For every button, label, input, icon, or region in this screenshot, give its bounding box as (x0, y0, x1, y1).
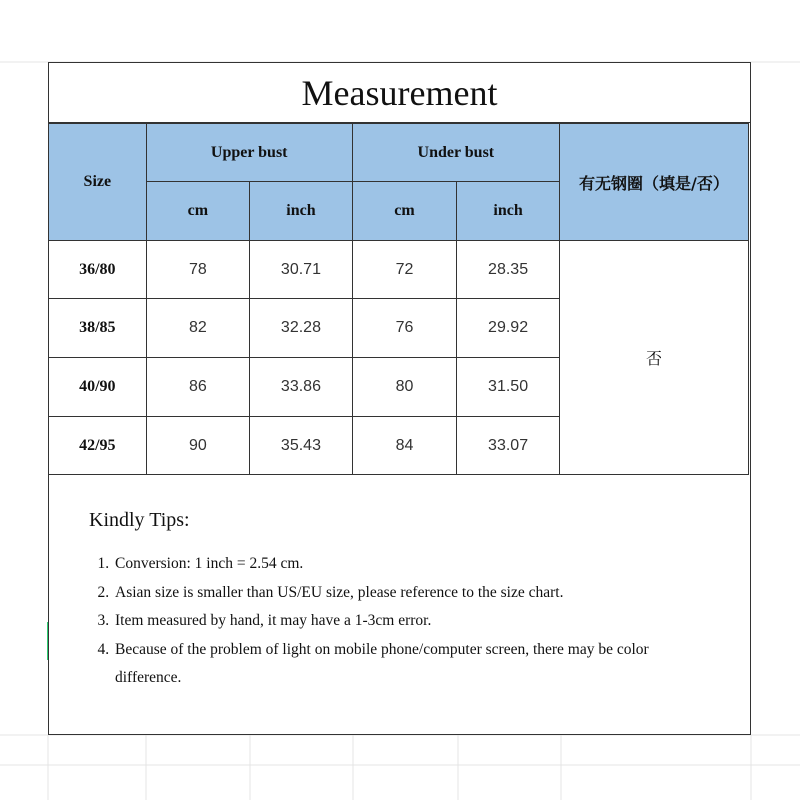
size-cell: 36/80 (49, 241, 147, 299)
under-cm-cell: 84 (352, 417, 457, 475)
under-cm-header: cm (352, 182, 457, 241)
under-bust-header: Under bust (352, 124, 559, 182)
upper-inch-cell: 32.28 (250, 299, 353, 358)
under-inch-cell: 29.92 (457, 299, 560, 358)
table-row (49, 241, 749, 299)
tip-item: 4. Because of the problem of light on mobile phone/computer screen, there may be color difference. (113, 636, 709, 693)
upper-cm-cell: 78 (146, 241, 250, 299)
upper-cm-cell: 82 (146, 299, 250, 358)
size-table (48, 123, 749, 475)
under-cm-cell: 72 (352, 241, 457, 299)
size-header: Size (49, 124, 147, 241)
under-inch-cell: 31.50 (457, 358, 560, 417)
under-inch-header: inch (457, 182, 560, 241)
size-cell: 42/95 (49, 417, 147, 475)
measurement-sheet (48, 62, 751, 735)
size-cell: 40/90 (49, 358, 147, 417)
kindly-tips (89, 509, 709, 693)
tips-title: Kindly Tips: (89, 509, 190, 531)
page-title: Measurement (49, 63, 750, 123)
tip-item: 2. Asian size is smaller than US/EU size, please reference to the size chart. (113, 579, 709, 608)
upper-cm-header: cm (146, 182, 250, 241)
upper-bust-header: Upper bust (146, 124, 352, 182)
under-cm-cell: 80 (352, 358, 457, 417)
size-cell: 38/85 (49, 299, 147, 358)
upper-cm-cell: 86 (146, 358, 250, 417)
upper-inch-header: inch (250, 182, 353, 241)
under-inch-cell: 33.07 (457, 417, 560, 475)
tip-item: 3. Item measured by hand, it may have a 1-3cm error. (113, 607, 709, 636)
upper-cm-cell: 90 (146, 417, 250, 475)
under-inch-cell: 28.35 (457, 241, 560, 299)
underwire-header: 有无钢圈（填是/否） (559, 124, 748, 241)
upper-inch-cell: 33.86 (250, 358, 353, 417)
upper-inch-cell: 35.43 (250, 417, 353, 475)
underwire-value: 否 (559, 241, 748, 475)
tip-item: 1. Conversion: 1 inch = 2.54 cm. (113, 550, 709, 579)
under-cm-cell: 76 (352, 299, 457, 358)
upper-inch-cell: 30.71 (250, 241, 353, 299)
tips-list (89, 550, 709, 693)
